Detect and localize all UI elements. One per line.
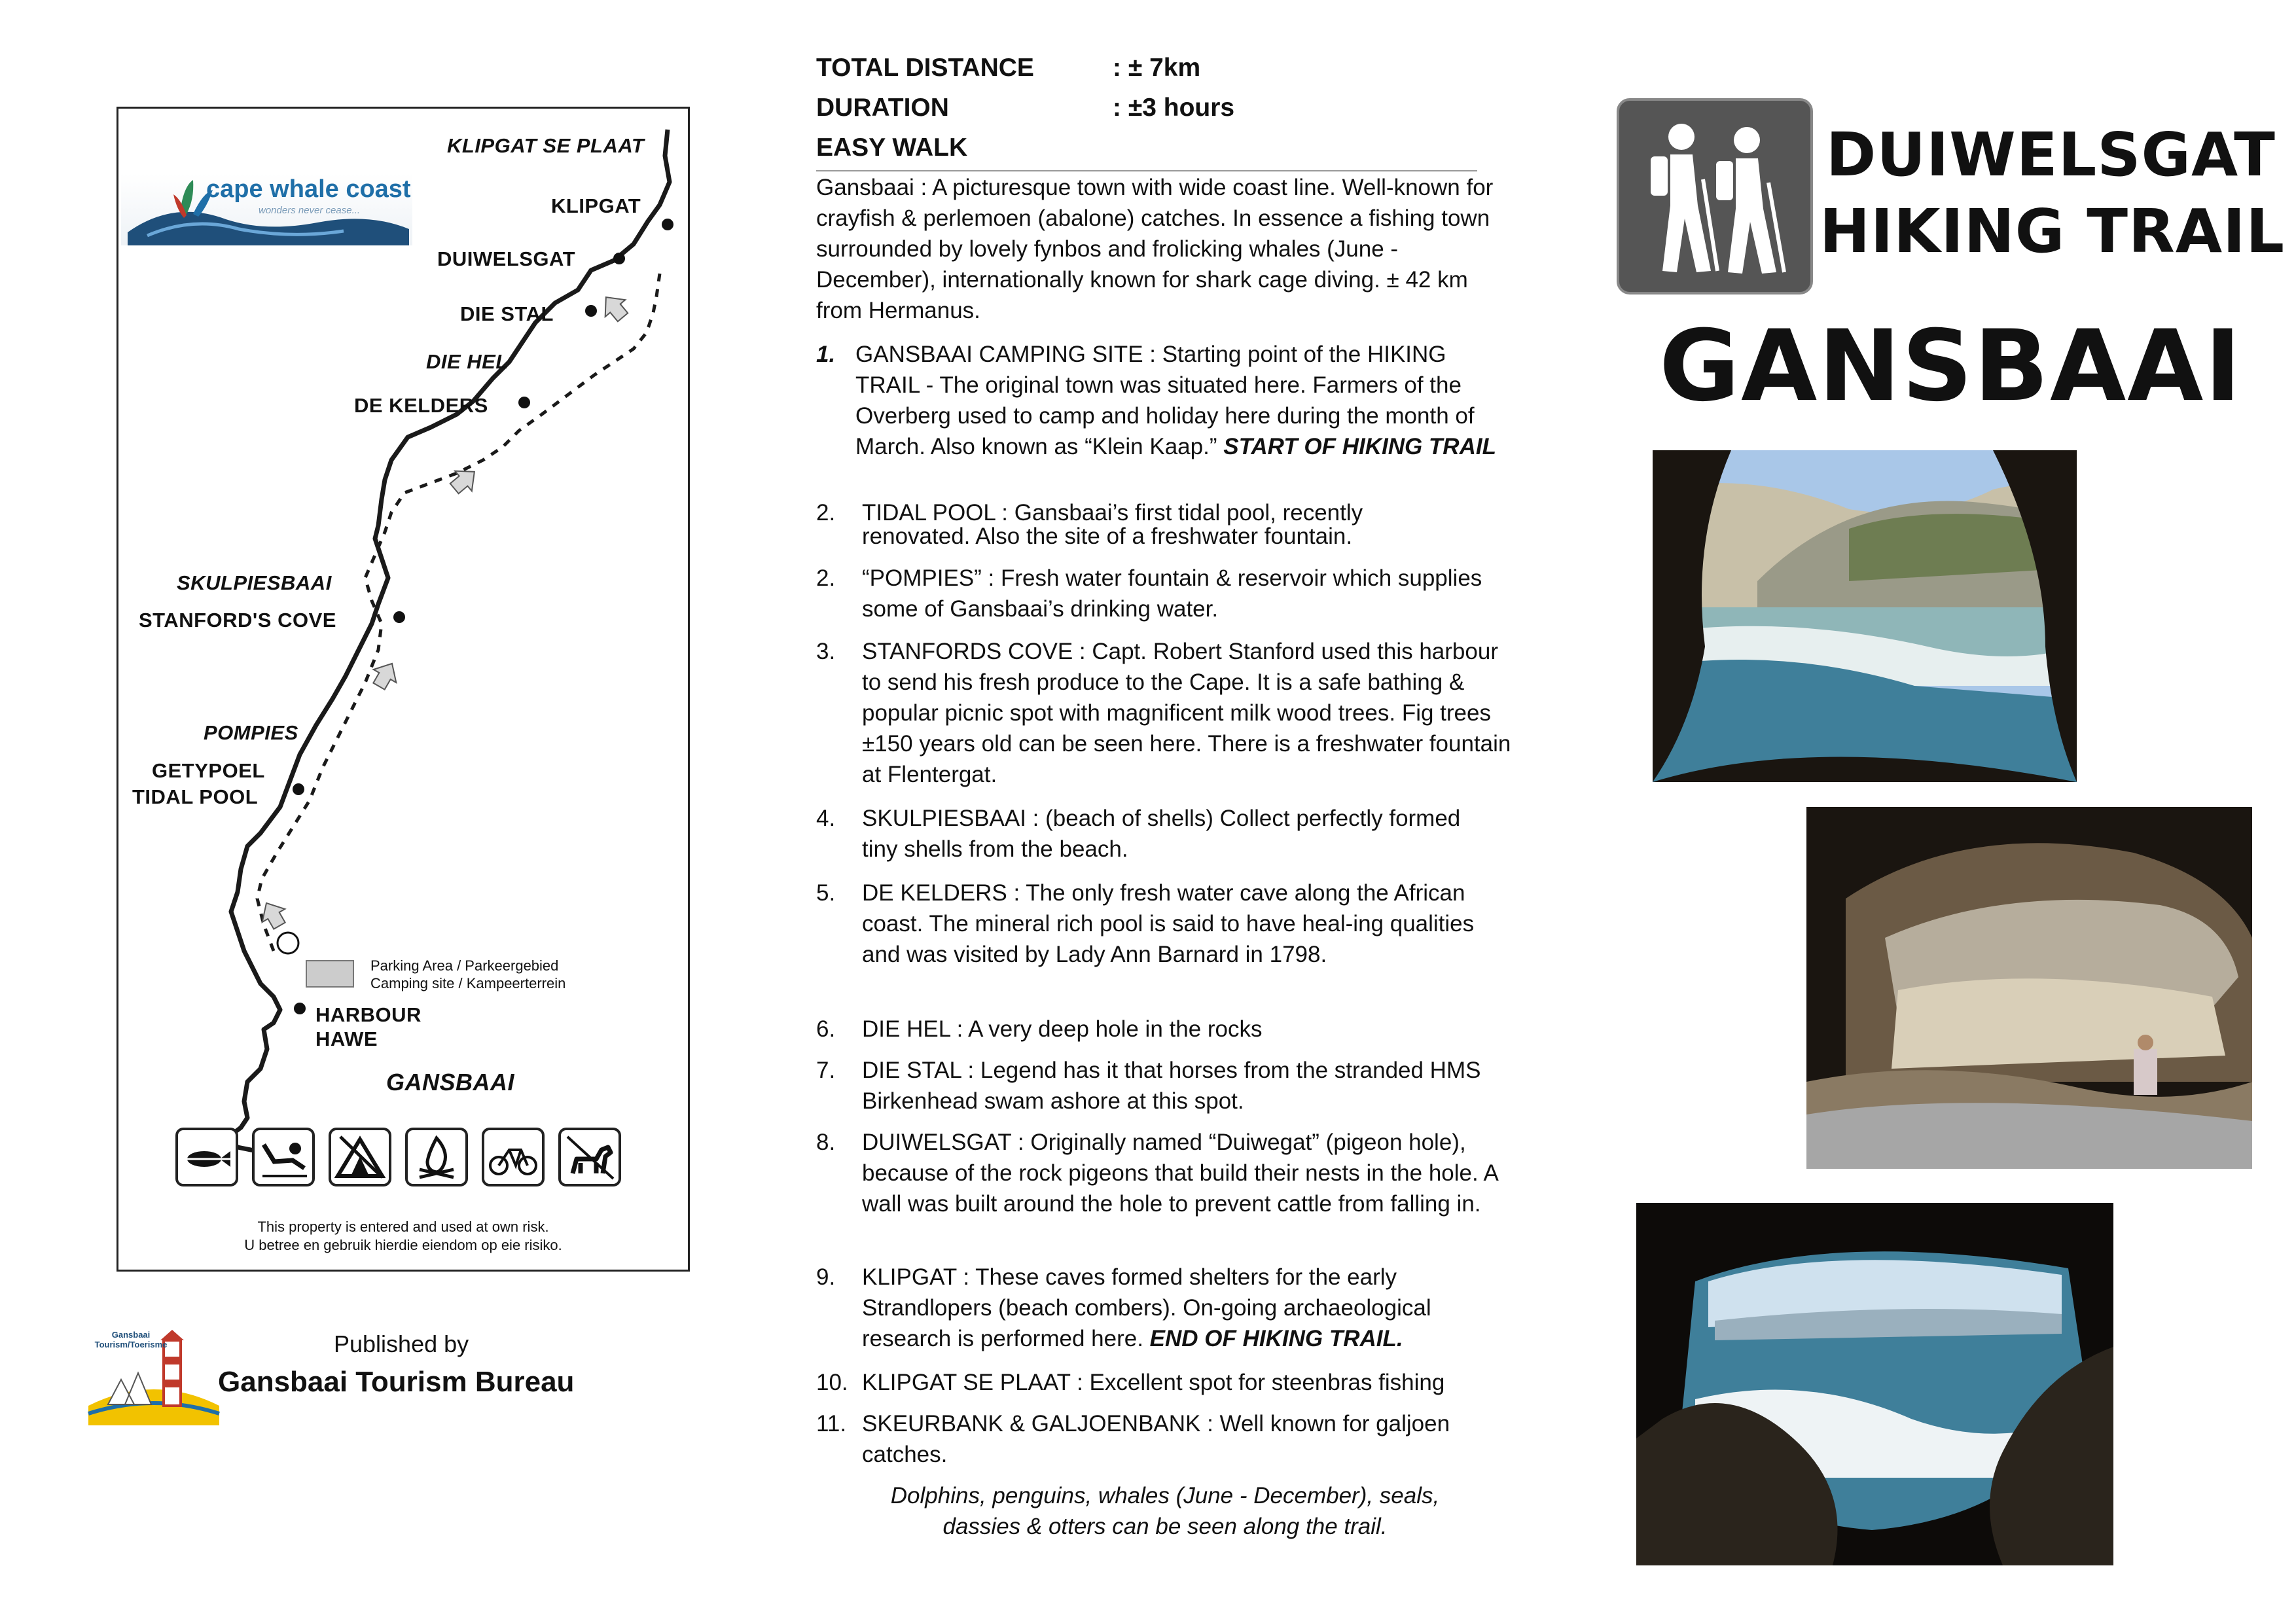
point-de-kelders [518, 397, 530, 408]
trail-map-drawing [117, 107, 690, 1272]
tourism-logo-text: Gansbaai Tourism/Toerisme [94, 1330, 168, 1349]
label-hawe: HAWE [315, 1027, 378, 1050]
point-duiwelsgat [613, 253, 625, 264]
bay-image [1653, 450, 2077, 782]
label-harbour: HARBOUR [315, 1003, 422, 1026]
label-klipgat: KLIPGAT [551, 194, 641, 217]
cave-photo [1806, 807, 2252, 1169]
label-tidal-pool: TIDAL POOL [132, 785, 259, 808]
point-stanfords-cove [393, 611, 405, 623]
item-number: 9. [816, 1264, 836, 1290]
item-text: DE KELDERS : The only fresh water cave along the African coast. The mineral rich pool is said to have heal-ing qualities and was visited by Lady Ann Barnard in 1798. [862, 880, 1475, 967]
item-text: “POMPIES” : Fresh water fountain & reservoir which supplies some of Gansbaai’s drinking water. [862, 565, 1482, 622]
item-text: SKEURBANK & GALJOENBANK : Well known for galjoen catches. [862, 1411, 1450, 1467]
item-text: SKULPIESBAAI : (beach of shells) Collect perfectly formed tiny shells from the beach. [862, 806, 1461, 862]
item-text: STANFORDS COVE : Capt. Robert Stanford used this harbour to send his fresh produce to the Cape. It is a safe bathing & popular picnic spot with magnificent milk wood trees. Fig trees ±150 years old can be seen here. There is a freshwater fountain at Flentergat. [862, 639, 1511, 787]
published-by-label: Published by [334, 1330, 469, 1357]
duration-label: DURATION [816, 94, 949, 122]
label-duiwelsgat: DUIWELSGAT [437, 247, 576, 270]
item-emphasis: END OF HIKING TRAIL. [1149, 1326, 1403, 1351]
no-dogs-icon [558, 1128, 621, 1186]
label-de-kelders: DE KELDERS [354, 394, 488, 417]
publisher-name: Gansbaai Tourism Bureau [218, 1366, 575, 1398]
list-item [816, 1127, 1516, 1250]
start-marker [278, 933, 298, 954]
item-number: 6. [816, 1016, 836, 1042]
list-item [816, 636, 1516, 790]
label-klipgat-se-plaat: KLIPGAT SE PLAAT [447, 134, 645, 157]
difficulty-label: EASY WALK [816, 134, 968, 162]
no-fires-icon [405, 1128, 468, 1186]
hiker-icon [1619, 101, 1810, 292]
duration-value: : ±3 hours [1113, 94, 1235, 122]
point-tidal-pool [293, 783, 304, 795]
bay-photo [1653, 450, 2077, 782]
label-skulpiesbaai: SKULPIESBAAI [177, 571, 332, 594]
no-diving-icon [252, 1128, 315, 1186]
item-body: GANSBAAI CAMPING SITE : Starting point of the HIKING TRAIL - The original town was situated here. Farmers of the Overberg used to camp and holiday here during the month of March. Also known as “Klein Kaap.” [855, 342, 1475, 459]
item-number: 4. [816, 806, 836, 831]
list-item [816, 339, 1516, 496]
item-number: 1. [816, 342, 836, 367]
item-text [862, 1262, 1503, 1354]
point-klipgat [662, 219, 673, 230]
item-text: DIE HEL : A very deep hole in the rocks [862, 1016, 1263, 1042]
cave-image [1806, 807, 2252, 1169]
list-item [816, 803, 1516, 865]
label-gansbaai: GANSBAAI [386, 1069, 515, 1096]
item-number: 2. [816, 500, 836, 526]
item-number: 2. [816, 565, 836, 591]
hikers-sign-icon [1617, 98, 1813, 294]
list-item [816, 1408, 1516, 1470]
wildlife-note: Dolphins, penguins, whales (June - December), seals, dassies & otters can be seen along the trail. [890, 1483, 1440, 1539]
item-number: 5. [816, 880, 836, 906]
no-fishing-icon [175, 1128, 238, 1186]
intro-paragraph: Gansbaai : A picturesque town with wide coast line. Well-known for crayfish & perlemoen (abalone) catches. In essence a fishing town surrounded by lovely fynbos and frolicking whales (June - December), internationally known for shark cage diving. ± 42 km from Hermanus. [816, 175, 1494, 323]
distance-value: : ± 7km [1113, 54, 1201, 82]
town-title: GANSBAAI [1659, 310, 2243, 423]
list-item [816, 1055, 1516, 1116]
legend-parking: Parking Area / Parkeergebied [370, 957, 559, 974]
coastline [228, 130, 670, 1150]
label-getypoel: GETYPOEL [152, 759, 265, 782]
legend-camping: Camping site / Kampeerterrein [370, 975, 566, 991]
distance-label: TOTAL DISTANCE [816, 54, 1034, 82]
direction-arrow-icon [596, 289, 633, 325]
item-text: DUIWELSGAT : Originally named “Duiwegat” (pigeon hole), because of the rock pigeons that build their nests in the hole. A wall was built around the hole to prevent cattle from falling in. [862, 1130, 1498, 1217]
item-text: DIE STAL : Legend has it that horses from the stranded HMS Birkenhead swam ashore at this spot. [862, 1058, 1481, 1114]
list-item [816, 1014, 1516, 1044]
list-item [816, 563, 1516, 624]
legend-swatch [306, 961, 353, 987]
list-item [816, 1367, 1516, 1398]
item-number: 11. [816, 1411, 847, 1436]
list-item [816, 878, 1516, 1001]
logo-tagline: wonders never cease... [259, 205, 361, 216]
point-harbour [294, 1003, 306, 1014]
risk-notice-af: U betree en gebruik hierdie eiendom op eie risiko. [244, 1237, 562, 1253]
trail-title-line2: HIKING TRAIL [1820, 196, 2285, 266]
sea-cave-image [1636, 1203, 2113, 1565]
item-number: 10. [816, 1370, 848, 1395]
item-text: KLIPGAT SE PLAAT : Excellent spot for steenbras fishing [862, 1370, 1445, 1395]
point-die-stal [585, 305, 597, 317]
item-number: 8. [816, 1130, 836, 1155]
label-stanfords-cove: STANFORD'S COVE [139, 609, 336, 632]
label-die-hel: DIE HEL [426, 350, 509, 373]
sea-cave-photo [1636, 1203, 2113, 1565]
item-text [855, 339, 1510, 462]
label-pompies: POMPIES [204, 721, 298, 744]
item-text: TIDAL POOL : Gansbaai’s first tidal pool, recently renovated. Also the site of a freshwater fountain. [862, 500, 1363, 549]
label-die-stal: DIE STAL [460, 302, 554, 325]
no-cycling-icon [482, 1128, 545, 1186]
item-body: KLIPGAT : These caves formed shelters for the early Strandlopers (beach combers). On-going archaeological research is performed here. [862, 1264, 1431, 1351]
trail-title-line1: DUIWELSGAT [1826, 120, 2276, 190]
list-item [816, 501, 1516, 563]
item-emphasis: START OF HIKING TRAIL [1223, 434, 1496, 459]
divider [816, 170, 1477, 171]
item-number: 3. [816, 639, 836, 664]
list-item [816, 1262, 1516, 1354]
logo-name: cape whale coast [206, 175, 411, 203]
no-camping-icon [329, 1128, 391, 1186]
gansbaai-tourism-logo [82, 1327, 226, 1425]
risk-notice-en: This property is entered and used at own risk. [257, 1219, 549, 1235]
direction-arrow-icon [446, 462, 482, 499]
item-number: 7. [816, 1058, 836, 1083]
